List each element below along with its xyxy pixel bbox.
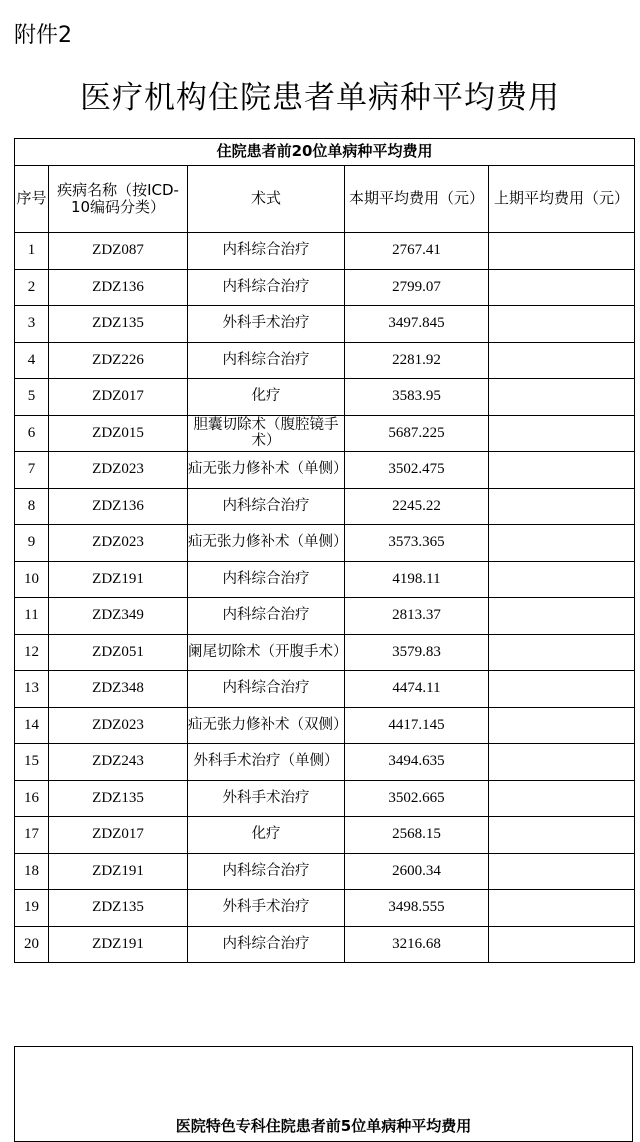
row-disease-code: ZDZ135: [49, 780, 188, 817]
row-disease-code: ZDZ136: [49, 269, 188, 306]
table-row: [15, 671, 635, 708]
row-procedure: 外科手术治疗: [188, 306, 345, 343]
row-current-avg: 3579.83: [345, 634, 489, 671]
row-current-avg: 2767.41: [345, 233, 489, 270]
row-disease-code: ZDZ226: [49, 342, 188, 379]
row-current-avg: 5687.225: [345, 415, 489, 452]
table-row: [15, 707, 635, 744]
row-current-avg: 2281.92: [345, 342, 489, 379]
attachment-label: 附件2: [14, 23, 72, 48]
row-seq: 19: [15, 890, 49, 927]
row-procedure: 疝无张力修补术（双侧）: [188, 707, 345, 744]
header-seq: 序号: [15, 166, 49, 233]
row-previous-avg: [489, 634, 635, 671]
row-disease-code: ZDZ017: [49, 817, 188, 854]
row-previous-avg: [489, 488, 635, 525]
row-procedure: 外科手术治疗: [188, 890, 345, 927]
row-current-avg: 4474.11: [345, 671, 489, 708]
row-seq: 9: [15, 525, 49, 562]
row-seq: 14: [15, 707, 49, 744]
row-previous-avg: [489, 707, 635, 744]
row-previous-avg: [489, 598, 635, 635]
row-seq: 18: [15, 853, 49, 890]
row-current-avg: 4198.11: [345, 561, 489, 598]
row-current-avg: 3498.555: [345, 890, 489, 927]
row-seq: 7: [15, 452, 49, 489]
row-previous-avg: [489, 306, 635, 343]
row-current-avg: 2568.15: [345, 817, 489, 854]
table-row: [15, 853, 635, 890]
row-current-avg: 3583.95: [345, 379, 489, 416]
table-row: [15, 233, 635, 270]
row-disease-code: ZDZ051: [49, 634, 188, 671]
row-disease-code: ZDZ023: [49, 707, 188, 744]
table-row: [15, 598, 635, 635]
row-disease-code: ZDZ015: [49, 415, 188, 452]
row-seq: 12: [15, 634, 49, 671]
row-current-avg: 3502.665: [345, 780, 489, 817]
row-disease-code: ZDZ135: [49, 306, 188, 343]
row-disease-code: ZDZ017: [49, 379, 188, 416]
table-caption: 住院患者前20位单病种平均费用: [15, 139, 635, 166]
row-seq: 13: [15, 671, 49, 708]
table-body: [15, 233, 635, 963]
row-current-avg: 3216.68: [345, 926, 489, 963]
row-procedure: 内科综合治疗: [188, 342, 345, 379]
row-disease-code: ZDZ023: [49, 452, 188, 489]
row-procedure: 内科综合治疗: [188, 926, 345, 963]
row-current-avg: 3573.365: [345, 525, 489, 562]
row-procedure: 内科综合治疗: [188, 598, 345, 635]
row-disease-code: ZDZ191: [49, 853, 188, 890]
table-row: [15, 561, 635, 598]
table-row: [15, 780, 635, 817]
row-procedure: 内科综合治疗: [188, 853, 345, 890]
table-row: [15, 452, 635, 489]
table-row: [15, 306, 635, 343]
row-procedure: 内科综合治疗: [188, 561, 345, 598]
row-current-avg: 3494.635: [345, 744, 489, 781]
top20-cost-table: [14, 138, 635, 963]
table-row: [15, 269, 635, 306]
row-procedure: 内科综合治疗: [188, 269, 345, 306]
row-current-avg: 2799.07: [345, 269, 489, 306]
header-procedure: 术式: [188, 166, 345, 233]
row-previous-avg: [489, 890, 635, 927]
row-procedure: 外科手术治疗（单侧）: [188, 744, 345, 781]
table-row: [15, 890, 635, 927]
row-previous-avg: [489, 671, 635, 708]
row-previous-avg: [489, 379, 635, 416]
row-procedure: 外科手术治疗: [188, 780, 345, 817]
row-procedure: 疝无张力修补术（单侧）: [188, 452, 345, 489]
row-current-avg: 3502.475: [345, 452, 489, 489]
row-procedure: 内科综合治疗: [188, 488, 345, 525]
row-seq: 15: [15, 744, 49, 781]
row-current-avg: 2813.37: [345, 598, 489, 635]
row-previous-avg: [489, 452, 635, 489]
row-previous-avg: [489, 561, 635, 598]
row-previous-avg: [489, 525, 635, 562]
table-row: [15, 415, 635, 452]
specialty-table: [14, 1046, 633, 1142]
row-disease-code: ZDZ243: [49, 744, 188, 781]
row-previous-avg: [489, 853, 635, 890]
row-procedure: 化疗: [188, 379, 345, 416]
table-row: [15, 634, 635, 671]
row-current-avg: 2600.34: [345, 853, 489, 890]
document-title: 医疗机构住院患者单病种平均费用: [80, 80, 560, 116]
row-procedure: 内科综合治疗: [188, 671, 345, 708]
table-row: [15, 342, 635, 379]
row-previous-avg: [489, 780, 635, 817]
row-seq: 20: [15, 926, 49, 963]
table-row: [15, 525, 635, 562]
row-seq: 6: [15, 415, 49, 452]
table-row: [15, 817, 635, 854]
specialty-table-caption: 医院特色专科住院患者前5位单病种平均费用: [175, 1117, 472, 1135]
row-disease-code: ZDZ348: [49, 671, 188, 708]
header-current-avg: 本期平均费用（元）: [345, 166, 489, 233]
row-disease-code: ZDZ136: [49, 488, 188, 525]
row-disease-code: ZDZ349: [49, 598, 188, 635]
row-disease-code: ZDZ087: [49, 233, 188, 270]
row-seq: 4: [15, 342, 49, 379]
row-seq: 8: [15, 488, 49, 525]
table-row: [15, 488, 635, 525]
table-row: [15, 379, 635, 416]
row-procedure: 阑尾切除术（开腹手术）: [188, 634, 345, 671]
row-current-avg: 2245.22: [345, 488, 489, 525]
row-previous-avg: [489, 817, 635, 854]
row-previous-avg: [489, 926, 635, 963]
row-procedure: 化疗: [188, 817, 345, 854]
row-procedure: 内科综合治疗: [188, 233, 345, 270]
row-disease-code: ZDZ191: [49, 561, 188, 598]
row-current-avg: 4417.145: [345, 707, 489, 744]
row-seq: 11: [15, 598, 49, 635]
row-seq: 2: [15, 269, 49, 306]
table-row: [15, 926, 635, 963]
row-previous-avg: [489, 744, 635, 781]
row-disease-code: ZDZ023: [49, 525, 188, 562]
row-previous-avg: [489, 233, 635, 270]
row-disease-code: ZDZ191: [49, 926, 188, 963]
header-disease: 疾病名称（按ICD-10编码分类）: [49, 166, 188, 233]
row-seq: 1: [15, 233, 49, 270]
row-seq: 5: [15, 379, 49, 416]
row-disease-code: ZDZ135: [49, 890, 188, 927]
row-procedure: 疝无张力修补术（单侧）: [188, 525, 345, 562]
row-current-avg: 3497.845: [345, 306, 489, 343]
row-seq: 10: [15, 561, 49, 598]
row-seq: 17: [15, 817, 49, 854]
row-previous-avg: [489, 269, 635, 306]
header-previous-avg: 上期平均费用（元）: [489, 166, 635, 233]
table-row: [15, 744, 635, 781]
row-previous-avg: [489, 415, 635, 452]
row-seq: 3: [15, 306, 49, 343]
row-previous-avg: [489, 342, 635, 379]
row-seq: 16: [15, 780, 49, 817]
row-procedure: 胆囊切除术（腹腔镜手术）: [188, 415, 345, 452]
